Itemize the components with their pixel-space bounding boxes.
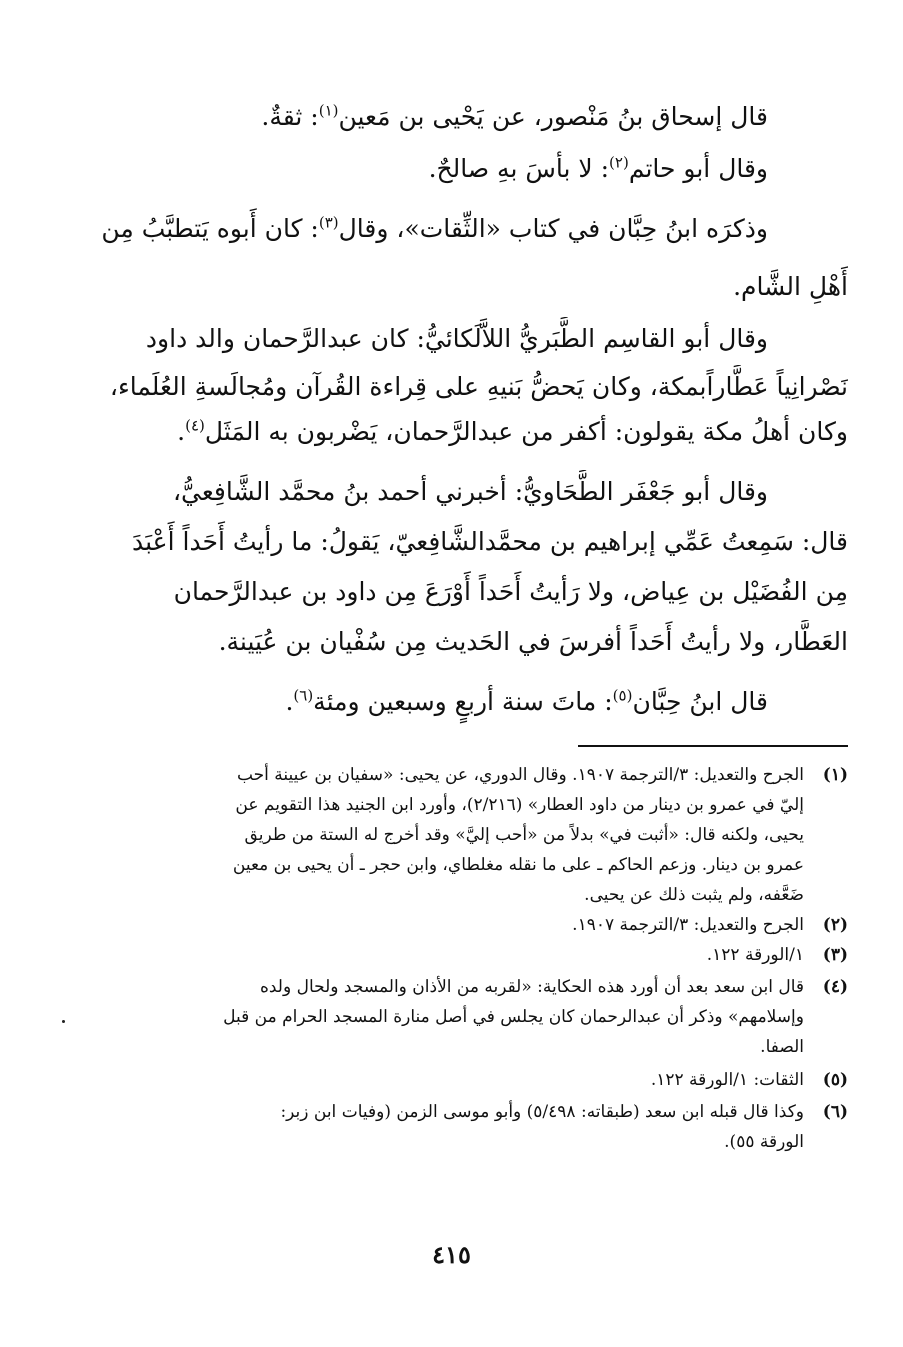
footnote-line: يحيى، ولكنه قال: «أثبت في» بدلاً من «أحب إليَّ» وقد أخرج له الستة من طريق <box>244 825 804 845</box>
scan-speck <box>62 1020 65 1023</box>
footnote-ref: (٢) <box>609 153 629 172</box>
footnote-number: (٤) <box>822 977 848 997</box>
text-line: العَطَّار، ولا رأيتُ أَحَداً أفرسَ في الحَديث مِن سُفْيان بن عُيَينة. <box>218 627 848 656</box>
text-line: وقال أبو حاتم$^{(٢)}$: لا بأسَ بهِ صالحٌ. <box>428 153 768 183</box>
footnote-4: (٤)قال ابن سعد بعد أن أورد هذه الحكاية: «لقربه من الأذان والمسجد ولحال ولده <box>50 972 848 1002</box>
footnote-number: (٥) <box>822 1070 848 1090</box>
footnote-separator <box>578 745 848 747</box>
footnote-ref: (٤) <box>185 416 205 435</box>
footnote-line: ضَعَّفه، ولم يثبت ذلك عن يحيى. <box>584 885 804 905</box>
text-line: قال ابنُ حِبَّان$^{(٥)}$: ماتَ سنة أربعٍ وسبعين ومئة$^{(٦)}$. <box>285 686 768 716</box>
footnote-line: الصفا. <box>760 1037 804 1057</box>
footnote-ref: (٦) <box>293 686 314 705</box>
footnote-number: (٢) <box>822 915 848 935</box>
footnote-line: عمرو بن دينار. وزعم الحاكم ـ على ما نقله مغلطاي، وابن حجر ـ أن يحيى بن معين <box>232 855 804 875</box>
footnote-ref: (٣) <box>318 213 339 232</box>
text-line: وكان أهلُ مكة يقولون: أكفر من عبدالرَّحمان، يَضْربون به المَثَل$^{(٤)}$. <box>177 416 848 446</box>
text-line: أَهْلِ الشَّام. <box>733 272 848 301</box>
footnote-ref: (١) <box>318 101 339 120</box>
text-line: نَصْرانِياً عَطَّاراًبمكة، وكان يَحضُّ بَنيهِ على قِراءة القُرآن ومُجالَسةِ العُلَماء، <box>109 372 848 401</box>
text-line: وقال أبو القاسِم الطَّبَريُّ اللاَّلَكائيُّ: كان عبدالرَّحمان والد داود <box>145 324 768 353</box>
text-line: قال: سَمِعتُ عَمِّي إبراهيم بن محمَّدالشَّافِعيّ، يَقولُ: ما رأيتُ أَحَداً أَعْبَدَ <box>132 527 848 556</box>
footnote-6: (٦)وكذا قال قبله ابن سعد (طبقاته: ٥/٤٩٨) وأبو موسى الزمن (وفيات ابن زبر: <box>50 1097 848 1127</box>
text-line: وذكرَه ابنُ حِبَّان في كتاب «الثِّقات»، وقال$^{(٣)}$: كان أَبوه يَتطبَّبُ مِن <box>101 213 768 243</box>
page-number: ٤١٥ <box>432 1240 471 1269</box>
text-line: قال إسحاق بنُ مَنْصور، عن يَحْيى بن مَعين$^{(١)}$: ثقةٌ. <box>261 101 768 131</box>
footnote-1: (١)الجرح والتعديل: ٣/الترجمة ١٩٠٧. وقال الدوري، عن يحيى: «سفيان بن عيينة أحب <box>50 760 848 790</box>
footnote-number: (٣) <box>822 945 848 965</box>
footnote-5: (٥)الثقات: ١/الورقة ١٢٢. <box>50 1065 848 1095</box>
footnote-number: (١) <box>822 765 848 785</box>
footnote-ref: (٥) <box>612 686 633 705</box>
text-line: وقال أبو جَعْفَر الطَّحَاويُّ: أخبرني أحمد بنُ محمَّد الشَّافِعيُّ، <box>172 477 768 506</box>
footnote-2: (٢)الجرح والتعديل: ٣/الترجمة ١٩٠٧. <box>50 910 848 940</box>
footnote-line: وإسلامهم» وذكر أن عبدالرحمان كان يجلس في أصل منارة المسجد الحرام من قبل <box>223 1007 804 1027</box>
text-line: مِن الفُضَيْل بن عِياض، ولا رَأيتُ أَحَداً أَوْرَعَ مِن داود بن عبدالرَّحمان <box>173 577 848 606</box>
footnote-line: إليّ في عمرو بن دينار من داود العطار» (٢/٢١٦)، وأورد ابن الجنيد هذا التقويم عن <box>235 795 804 815</box>
footnote-3: (٣)١/الورقة ١٢٢. <box>50 940 848 970</box>
footnote-number: (٦) <box>822 1102 848 1122</box>
footnote-line: الورقة ٥٥). <box>724 1132 804 1152</box>
